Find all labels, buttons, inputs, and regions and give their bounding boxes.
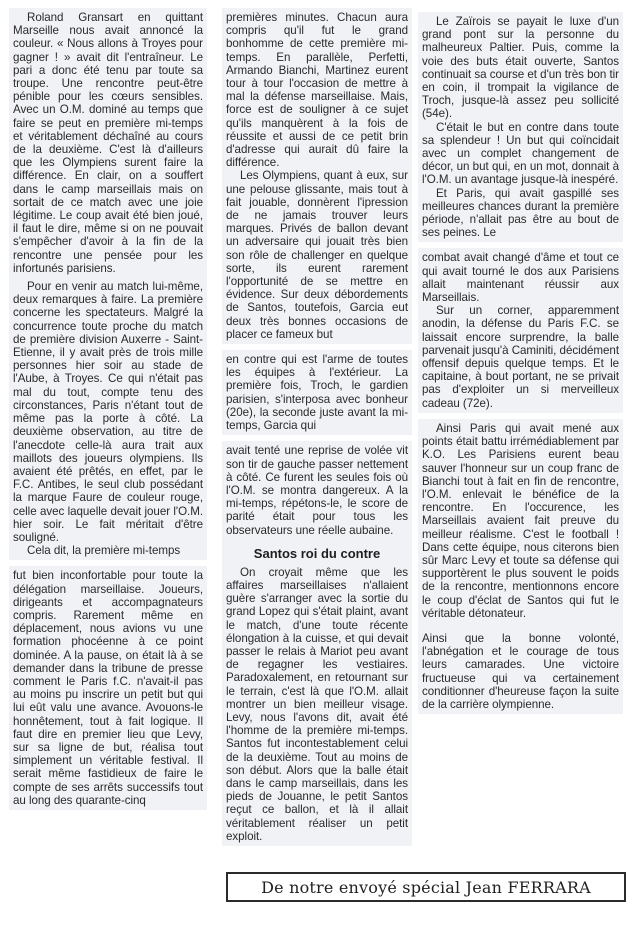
column-2 — [222, 8, 412, 846]
paragraph: Roland Gransart en quittant Marseille nous avait annoncé la couleur. « Nous allons à Troyes pour gagner ! » avait dit l'entraîneur. Le pari a donc été tenu par toute sa troupe. Une rencontre peut-être pénible pour les cœurs sensibles. Avec un O.M. dominé au temps que faire se peut en première mi-temps et véritablement déchaîné au cours de la deuxième. C'est là d'ailleurs que les Olympiens surent faire la différence. En clair, on a souffert dans le camp marseillais mais on sortait de ce match avec une joie légitime. Le coup avait été bien joué, il faut le dire, même si on ne pouvait s'empêcher d'avoir à la fin de la rencontre une pensée pour les infortunés parisiens. — [13, 11, 203, 275]
paragraph: premières minutes. Chacun aura compris qu'il fut le grand bonhomme de cette première mi-temps. En parallèle, Perfetti, Armando Bianchi, Martinez eurent tour à tour l'occasion de mettre à mal la défense marseillaise. Mais, force est de souligner à ce sujet qu'ils manquèrent à la fois de réussite et aussi de ce petit brin d'adresse qui aurait dû faire la différence. — [226, 11, 408, 170]
subheading: Santos roi du contre — [253, 545, 381, 561]
paragraph: combat avait changé d'âme et tout ce qui avait tourné le dos aux Parisiens allait maintenant réussir aux Marseillais. — [422, 251, 619, 305]
paragraph: Ainsi que la bonne volonté, l'abnégation et le courage de tous leurs camarades. Une victoire fructueuse qui va certainement conditionner d'heureuse façon la suite de la carrière olympienne. — [422, 631, 619, 711]
paragraph: C'était le but en contre dans toute sa splendeur ! Un but qui coïncidait avec un complet changement de décor, un but qui, en un mot, donnait à l'O.M. un avantage jusque-là inespéré. — [422, 120, 619, 187]
paragraph: Ainsi Paris qui avait mené aux points était battu irrémédiablement par K.O. Les Parisiens eurent beau sauver l'honneur sur un coup franc de Bianchi tout à fait en fin de rencontre, l'O.M. enlevait le bénéfice de la rencontre. En l'occurence, les Marseillais avaient fait preuve du meilleur réalisme. C'est le football ! Dans cette équipe, nous citerons bien sûr Marc Levy et toute sa défense qui supportèrent le plus souvent le poids de la rencontre, mentionnons encore le coup d'éclat de Santos qui fut le véritable détonateur. — [422, 421, 619, 620]
column-1-block-a — [9, 8, 207, 560]
paragraph: Pour en venir au match lui-même, deux remarques à faire. La première concerne les spectateurs. Malgré la concurrence toute proche du match de première division Auxerre - Saint-Etienne, il y avait près de trois mille personnes hier soir au stade de l'Aube, à Troyes. Ce qui n'était pas mal du tout, compte tenu des circonstances, Paris n'étant tout de même pas la porte à côté. La deuxième observation, au titre de l'anecdote celle-là aura trait aux maillots des joueurs olympiens. Ils avaient été prêtés, en effet, par le F.C. Antibes, le seul club possédant la marque Faure de couleur rouge, celle avec laquelle devait jouer l'O.M. hier soir. Le fait méritait d'être souligné. — [13, 280, 203, 544]
paragraph: en contre qui est l'arme de toutes les équipes à l'extérieur. La première fois, Troch, le gardien parisien, s'interposa avec bonheur (20e), la seconde juste avant la mi-temps, Garcia qui — [226, 353, 408, 433]
paragraph: Sur un corner, apparemment anodin, la défense du Paris F.C. se laissait encore surprendre, la balle parvenait jusqu'à Caminiti, décidément offensif depuis quelque temps. Et le capitaine, à bout portant, ne se privait pas d'exploiter un si merveilleux cadeau (72e). — [422, 304, 619, 410]
byline-container — [226, 868, 626, 906]
column-3-block-d — [418, 419, 623, 714]
column-2-block-a — [222, 8, 412, 344]
paragraph: fut bien inconfortable pour toute la délégation marseillaise. Joueurs, dirigeants et accompagnateurs compris. Rarement même en déplacement, nous avions vu une formation phocéenne à ce point dominée. A la pause, on était là à se demander dans la tribune de presse comment le Paris f.C. n'avait-il pas au moins pu inscrire un petit but qui lui eût valu une avance. Avouons-le honnêtement, tout à fait logique. Il faut dire en premier lieu que Levy, sur sa ligne de but, réalisa tout simplement un véritable festival. Il serait même fastidieux de faire le compte de ses arrêts successifs tout au long des quarante-cinq — [13, 569, 203, 807]
column-2-block-b — [222, 350, 412, 435]
paragraph: Les Olympiens, quant à eux, sur une pelouse glissante, mais tout à fait jouable, donnèrent l'ipression de ne jamais trouver leurs marques. Privés de ballon devant un adversaire qui jouait très bien son rôle de challenger en quelque sorte, ils eurent rarement l'opportunité de se mettre en évidence. Sur deux débordements de Santos, toutefois, Garcia eut deux très bonnes occasions de placer ce fameux but — [226, 169, 408, 341]
paragraph: Et Paris, qui avait gaspillé ses meilleures chances durant la première période, n'allait pas être au bout de ses peines. Le — [422, 186, 619, 240]
paragraph: avait tenté une reprise de volée vit son tir de gauche passer nettement à côté. Ce furent les seules fois où l'O.M. se montra dangereux. A la mi-temps, répétons-le, le score de parité était pour tous les observateurs une réelle aubaine. — [226, 444, 408, 537]
column-3 — [418, 12, 623, 714]
column-1 — [9, 8, 207, 810]
paragraph: Le Zaïrois se payait le luxe d'un grand pont sur la personne du malheureux Paltier. Puis, comme la voie des buts était ouverte, Santos continuait sa course et d'un très bon tir en coin, il trompait la vigilance de Troch, jusque-là assez peu sollicité (54e). — [422, 15, 619, 121]
paragraph: On croyait même que les affaires marseillaises n'allaient guère s'arranger avec la sortie du grand Lopez qui s'était plaint, avant le match, d'une toute récente élongation à la cuisse, et qui devait passer le relais à Mariot peu avant de regagner les vestiaires. Paradoxalement, en retournant sur le terrain, c'est là que l'O.M. allait montrer un bien meilleur visage. Levy, nous l'avons dit, avait été l'homme de la première mi-temps. Santos fut incontestablement celui de la deuxième. Tout au moins de son début. Alors que la balle était dans le camp marseillais, dans les pieds de Jouanne, le petit Santos reçut ce ballon, et là il allait véritablement réaliser un petit exploit. — [226, 565, 408, 843]
column-3-block-c — [418, 248, 623, 412]
column-3-block-a — [418, 12, 623, 242]
column-1-block-b — [9, 566, 207, 810]
byline: De notre envoyé spécial Jean FERRARA — [226, 872, 626, 902]
paragraph: Cela dit, la première mi-temps — [27, 544, 181, 558]
column-2-block-c — [222, 441, 412, 846]
